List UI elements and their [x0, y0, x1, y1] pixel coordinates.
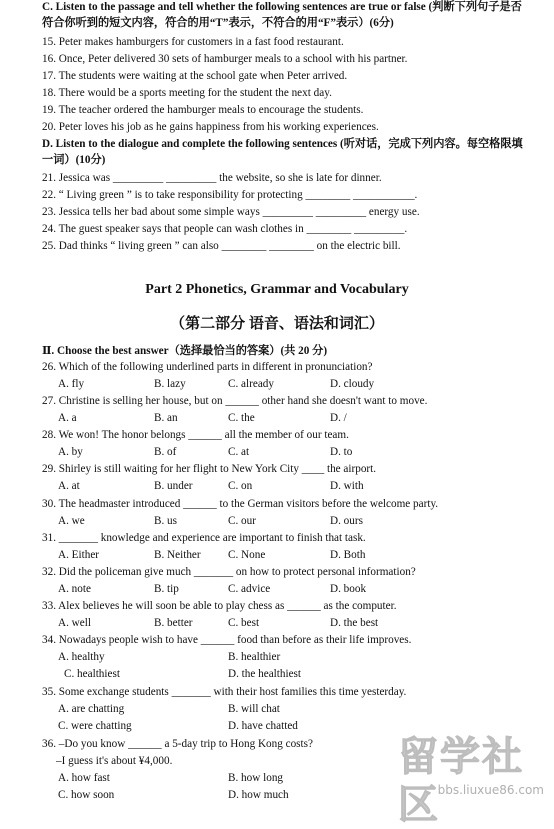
option-c: C. already — [228, 378, 274, 390]
options-27 — [58, 411, 538, 425]
question-36-reply: –I guess it's about ¥4,000. — [56, 755, 173, 767]
option-a: A. by — [58, 446, 83, 458]
option-a: A. we — [58, 515, 85, 527]
option-a: A. Either — [58, 549, 100, 561]
option-c: C. were chatting — [58, 720, 132, 732]
option-d: D. how much — [228, 789, 289, 801]
option-c: C. advice — [228, 583, 271, 595]
option-d: D. the healthiest — [228, 668, 302, 680]
question-29: 29. Shirley is still waiting for her flight to New York City ____ the airport. — [42, 463, 377, 475]
item-23: 23. Jessica tells her bad about some simple ways _________ _________ energy use. — [42, 206, 420, 218]
option-a: A. are chatting — [58, 703, 125, 715]
options-34-row-2 — [64, 667, 544, 681]
option-d: D. cloudy — [330, 378, 375, 390]
option-a: A. at — [58, 480, 80, 492]
option-c: C. healthiest — [64, 668, 120, 680]
option-d: D. book — [330, 583, 367, 595]
item-16: 16. Once, Peter delivered 30 sets of hamburger meals to a school with his partner. — [42, 53, 408, 65]
option-d: D. Both — [330, 549, 366, 561]
question-31: 31. _______ knowledge and experience are important to finish that task. — [42, 532, 366, 544]
site-watermark — [398, 733, 548, 828]
option-c: C. None — [228, 549, 266, 561]
option-c: C. the — [228, 412, 255, 424]
options-35-row-1 — [58, 702, 538, 716]
item-21: 21. Jessica was _________ _________ the website, so she is late for dinner. — [42, 172, 382, 184]
section-c-heading: C. Listen to the passage and tell whether the following sentences are true or false (判断下列句子是否 — [42, 1, 522, 13]
item-25: 25. Dad thinks “ living green ” can also ________ ________ on the electric bill. — [42, 240, 401, 252]
option-b: B. of — [154, 446, 177, 458]
option-d: D. ours — [330, 515, 363, 527]
option-c: C. on — [228, 480, 253, 492]
section-c-heading-cont: 符合你听到的短文内容，符合的用“T”表示，不符合的用“F”表示）(6分) — [42, 17, 394, 29]
question-27: 27. Christine is selling her house, but on ______ other hand she doesn't want to move. — [42, 395, 428, 407]
option-b: B. us — [154, 515, 178, 527]
option-a: A. well — [58, 617, 91, 629]
section-d-heading: D. Listen to the dialogue and complete the following sentences (听对话，完成下列内容。每空格限填 — [42, 138, 523, 150]
option-b: B. will chat — [228, 703, 280, 715]
question-30: 30. The headmaster introduced ______ to the German visitors before the welcome party. — [42, 498, 439, 510]
question-36: 36. –Do you know ______ a 5-day trip to Hong Kong costs? — [42, 738, 313, 750]
options-34-row-1 — [58, 650, 538, 664]
option-a: A. a — [58, 412, 77, 424]
option-b: B. under — [154, 480, 193, 492]
question-32: 32. Did the policeman give much _______ on how to protect personal information? — [42, 566, 416, 578]
option-d: D. / — [330, 412, 347, 424]
option-b: B. better — [154, 617, 193, 629]
part-2-subtitle: （第二部分 语音、语法和词汇） — [170, 316, 384, 332]
option-b: B. lazy — [154, 378, 186, 390]
options-28 — [58, 445, 538, 459]
option-d: D. have chatted — [228, 720, 298, 732]
option-a: A. note — [58, 583, 91, 595]
option-c: C. how soon — [58, 789, 115, 801]
question-34: 34. Nowadays people wish to have ______ food than before as their life improves. — [42, 634, 412, 646]
item-19: 19. The teacher ordered the hamburger meals to encourage the students. — [42, 104, 364, 116]
options-29 — [58, 479, 538, 493]
option-b: B. Neither — [154, 549, 201, 561]
option-d: D. the best — [330, 617, 379, 629]
question-35: 35. Some exchange students _______ with their host families this time yesterday. — [42, 686, 407, 698]
option-b: B. healthier — [228, 651, 281, 663]
option-b: B. tip — [154, 583, 179, 595]
option-a: A. how fast — [58, 772, 110, 784]
item-15: 15. Peter makes hamburgers for customers in a fast food restaurant. — [42, 36, 344, 48]
option-b: B. an — [154, 412, 178, 424]
options-31 — [58, 548, 538, 562]
watermark-brand: 留学社区 — [398, 734, 524, 828]
options-35-row-2 — [58, 719, 538, 733]
options-33 — [58, 616, 538, 630]
option-b: B. how long — [228, 772, 284, 784]
option-c: C. at — [228, 446, 250, 458]
option-a: A. fly — [58, 378, 85, 390]
item-24: 24. The guest speaker says that people can wash clothes in ________ _________. — [42, 223, 408, 235]
option-d: D. with — [330, 480, 364, 492]
question-26: 26. Which of the following underlined parts in different in pronunciation? — [42, 361, 373, 373]
section-ii-heading: Ⅱ. Choose the best answer（选择最恰当的答案）(共 20 分) — [42, 345, 328, 357]
item-17: 17. The students were waiting at the school gate when Peter arrived. — [42, 70, 348, 82]
section-d-heading-cont: 一词）(10分) — [42, 154, 106, 166]
item-22: 22. “ Living green ” is to take responsibility for protecting ________ ___________. — [42, 189, 418, 201]
option-d: D. to — [330, 446, 353, 458]
item-20: 20. Peter loves his job as he gains happiness from his working experiences. — [42, 121, 379, 133]
item-18: 18. There would be a sports meeting for the student the next day. — [42, 87, 332, 99]
question-33: 33. Alex believes he will soon be able to play chess as ______ as the computer. — [42, 600, 397, 612]
options-30 — [58, 514, 538, 528]
part-2-title: Part 2 Phonetics, Grammar and Vocabulary — [145, 282, 409, 297]
option-c: C. our — [228, 515, 256, 527]
options-32 — [58, 582, 538, 596]
watermark-url: bbs.liuxue86.com — [437, 783, 544, 797]
options-26 — [58, 377, 538, 391]
option-a: A. healthy — [58, 651, 105, 663]
question-28: 28. We won! The honor belongs ______ all the member of our team. — [42, 429, 349, 441]
option-c: C. best — [228, 617, 260, 629]
